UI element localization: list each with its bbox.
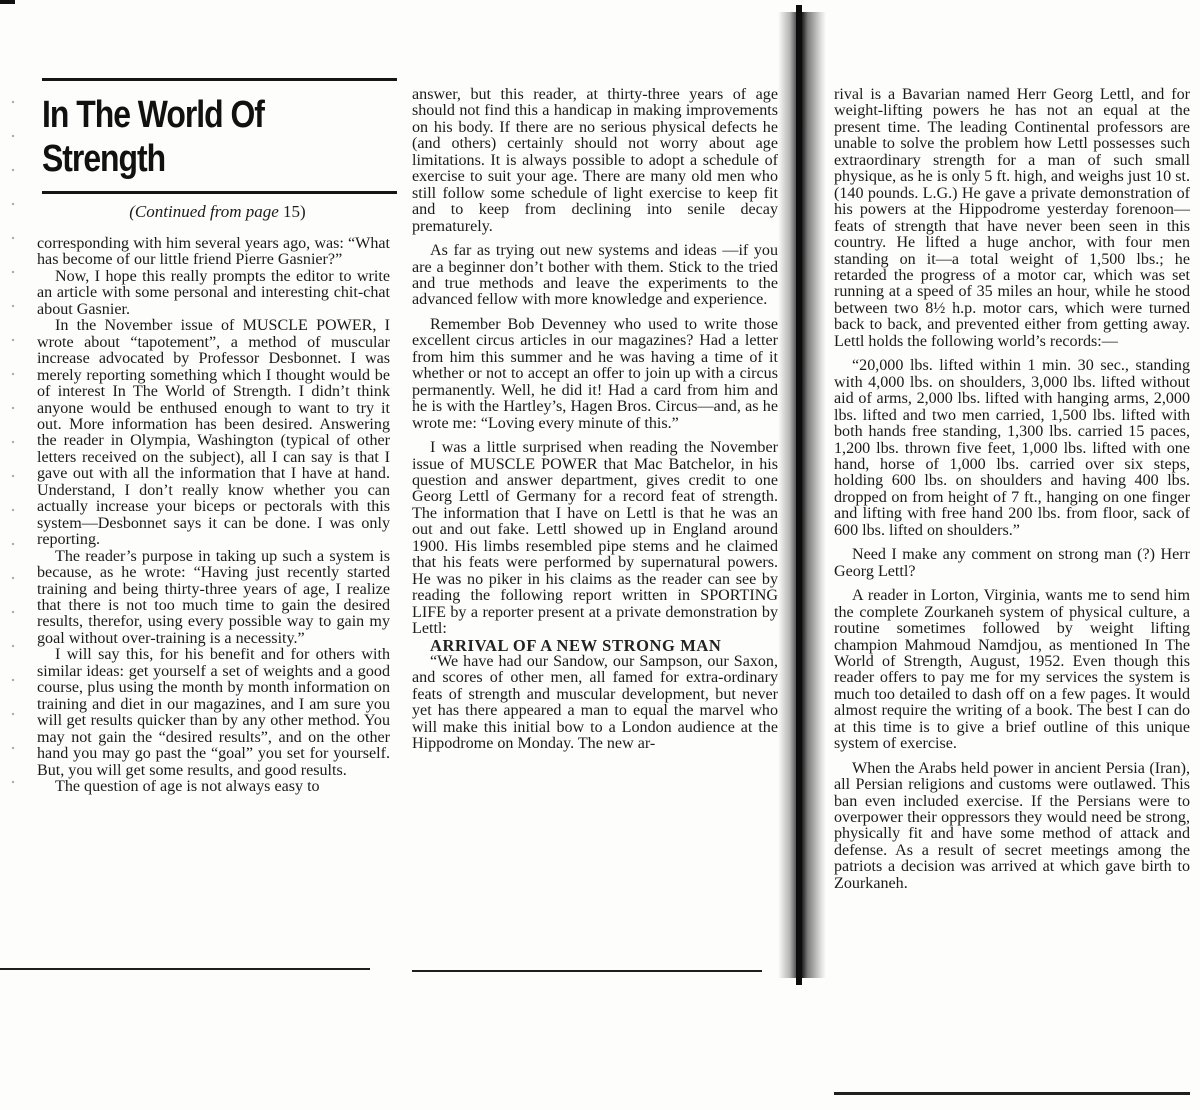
title-top-rule bbox=[42, 78, 397, 81]
article-title bbox=[42, 93, 340, 181]
paragraph: I was a little surprised when reading the November issue of MUSCLE POWER that Mac Batchelor, in his question and answer department, gives credit to one Georg Lettl of Germany for a record feat of strength. The information that I have on Lettl is that he was an out and out fake. Lettl showed up in England around 1900. His limbs resembled pipe stems and he claimed that his feats were performed by supernatural powers. He was no piker in his claims as the reader can see by reading the following report written in SPORTING LIFE by a reporter present at a private demonstration by Lettl: bbox=[412, 439, 778, 638]
paragraph: answer, but this reader, at thirty-three years of age should not find this a handicap in making improvements on his body. If there are no serious physical defects he (and others) certainly should not worry about age limitations. It is always possible to adopt a schedule of exercise to suit your age. There are many old men who still follow some schedule of light exercise to keep fit and to keep from declining into senile decay prematurely. bbox=[412, 86, 778, 235]
paragraph: Remember Bob Devenney who used to write those excellent circus articles in our magazines? Had a letter from him this summer and he was having a time of it whether or not to accept an offer to join up with a circus permanently. Well, he did it! Had a card from him and he is with the Hartley’s, Hagen Bros. Circus—and, as he wrote me: “Loving every minute of this.” bbox=[412, 315, 778, 432]
paragraph: As far as trying out new systems and ideas —if you are a beginner don’t bother with them. Stick to the tried and true methods and leave the experiments to the advanced fellow with more knowledge and experience. bbox=[412, 242, 778, 309]
continued-from-note bbox=[40, 202, 395, 222]
article-title-line-2: Strength bbox=[42, 138, 166, 180]
scan-corner-mark bbox=[0, 0, 15, 4]
paragraph: “20,000 lbs. lifted within 1 min. 30 sec., standing with 4,000 lbs. on shoulders, 3,000 lbs. lifted without aid of arms, 2,000 lbs. lifted with hanging arms, 2,000 lbs. lifted and two men carried, 1,500 lbs. lifted with both hands free standing, 1,300 lbs. carried 15 paces, 1,200 lbs. thrown five feet, 1,000 lbs. lifted with one hand, horse of 1,000 lbs. carried over six steps, holding 600 lbs. on shoulders and having 400 lbs. dropped on from height of 7 ft., hanging on one finger and lifting with free hand 200 lbs. from floor, sack of 600 lbs. lifted on shoulders.” bbox=[834, 357, 1190, 539]
column-1 bbox=[37, 236, 390, 795]
paragraph: When the Arabs held power in ancient Persia (Iran), all Persian religions and customs were outlawed. This ban even included exercise. If the Persians were to overpower their oppressors they would need be strong, physically fit and have some method of attack and defense. As a result of secret meetings among the patriots a decision was arrived at which gave birth to Zourkaneh. bbox=[834, 759, 1190, 892]
paragraph: In the November issue of MUSCLE POWER, I wrote about “tapotement”, a method of muscular increase advocated by Professor Desbonnet. I was merely reporting something which I thought would be of interest In The World of Strength. I didn’t think anyone would be enthused enough to want to try it out. More information has been desired. Answering the reader in Olympia, Washington (typical of other letters received on the subject), all I can say is that I gave out with all the information that I have at hand. Understand, I don’t really know whether you can actually increase your biceps or pectorals with this system—Desbonnet says it can be done. I was only reporting. bbox=[37, 317, 390, 549]
paragraph: rival is a Bavarian named Herr Georg Lettl, and for weight-lifting powers he has not an equal at the present time. The leading Continental professors are unable to solve the problem how Lettl possesses such extraordinary strength for a man of such small physique, as he is only 5 ft. high, and weighs just 10 st. (140 pounds. L.G.) He gave a private demonstration of his powers at the Hippodrome yesterday forenoon—feats of strength that have never been seen in this country. He lifted a huge anchor, with four men standing on it—a total weight of 1,500 lbs.; he retarded the progress of a motor car, which was set running at a speed of 35 miles an hour, while he stood between two 8½ h.p. motor cars, which were turned back to back, and prevented either from getting away. Lettl holds the following world’s records:— bbox=[834, 86, 1190, 350]
paragraph: corresponding with him several years ago, was: “What has become of our little friend Pierre Gasnier?” bbox=[37, 235, 390, 269]
column-2 bbox=[412, 87, 778, 753]
column-3 bbox=[834, 87, 1190, 892]
column-1-end-rule bbox=[0, 968, 370, 970]
binding-gutter-shadow bbox=[778, 12, 826, 978]
section-subhead: ARRIVAL OF A NEW STRONG MAN bbox=[430, 635, 722, 655]
article-title-line-1: In The World Of bbox=[42, 94, 264, 136]
paragraph: The question of age is not always easy to bbox=[55, 777, 320, 795]
article-header bbox=[42, 78, 397, 194]
continued-page-number: 15 bbox=[283, 202, 301, 221]
continued-prefix: (Continued from page bbox=[129, 202, 284, 221]
paragraph: I will say this, for his benefit and for others with similar ideas: get yourself a set of weights and a good course, plus using the month by month information on training and diet in our magazines, and I am sure you will get results quicker than by any other method. You may not gain the “desired results”, and on the other hand you may go past the “goal” you set for yourself. But, you will get some results, and good results. bbox=[37, 646, 390, 779]
paragraph: A reader in Lorton, Virginia, wants me to send him the complete Zourkaneh system of physical culture, a routine sometimes followed by weight lifting champion Mahmoud Namdjou, as mentioned In The World of Strength, August, 1952. Even though this reader offers to pay me for my services the system is much too detailed to dash off on a few pages. It would almost require the writing of a book. The best I can do at this time is to give a brief outline of this unique system of exercise. bbox=[834, 587, 1190, 753]
column-3-end-rule bbox=[834, 1092, 1190, 1095]
scan-margin-specks bbox=[10, 85, 16, 785]
continued-suffix: ) bbox=[300, 202, 306, 221]
paragraph: The reader’s purpose in taking up such a system is because, as he wrote: “Having just recently started training and being thirty-three years of age, I realize that there is not too much time to gain the desired results, therefor, using every possible way to gain my goal without over-training is a necessity.” bbox=[37, 547, 390, 647]
column-2-end-rule bbox=[412, 970, 762, 972]
paragraph: “We have had our Sandow, our Sampson, our Saxon, and scores of other men, all famed for extra-ordinary feats of strength and muscular development, but never yet has there appeared a man to equal the marvel who will make this initial bow to a London audience at the Hippodrome on Monday. The new ar- bbox=[412, 652, 778, 753]
title-bottom-rule bbox=[42, 191, 397, 194]
paragraph: Need I make any comment on strong man (?) Herr Georg Lettl? bbox=[834, 546, 1190, 580]
paragraph: Now, I hope this really prompts the editor to write an article with some personal and interesting chit-chat about Gasnier. bbox=[37, 267, 390, 318]
binding-gutter-line bbox=[796, 5, 802, 985]
